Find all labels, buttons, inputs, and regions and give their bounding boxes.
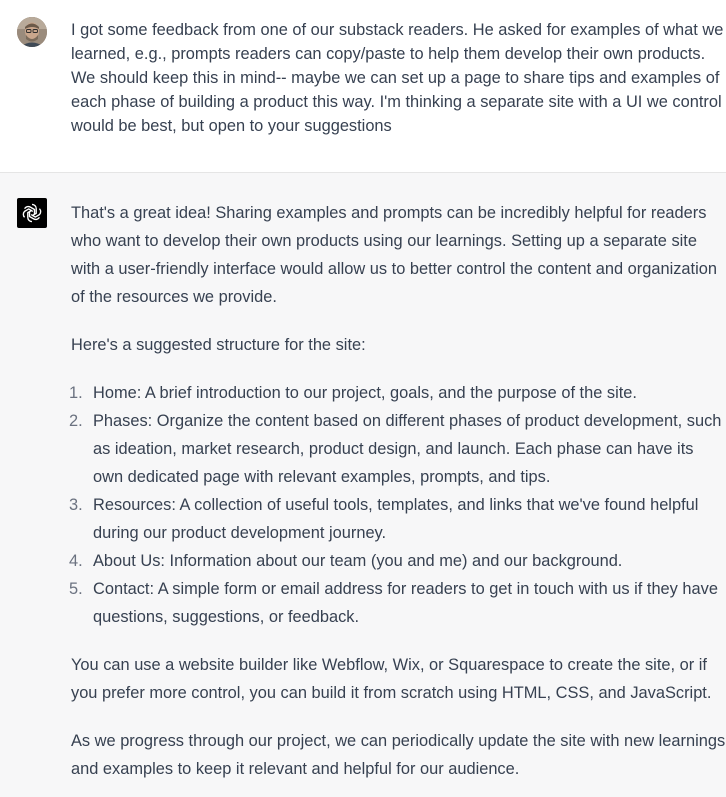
list-item <box>71 379 726 407</box>
structure-heading: Here's a suggested structure for the site: <box>71 336 366 354</box>
user-message-content <box>71 18 726 138</box>
builder-paragraph: You can use a website builder like Webflow, Wix, or Squarespace to create the site, or if you prefer more control, you can build it from scratch using HTML, CSS, and JavaScript. <box>71 656 712 702</box>
closing-paragraph: As we progress through our project, we can periodically update the site with new learnings and examples to keep it relevant and helpful for our audience. <box>71 732 726 778</box>
user-message-text: I got some feedback from one of our substack readers. He asked for examples of what we learned, e.g., prompts readers can copy/paste to help them develop their own products. We should keep this in mind-- maybe we can set up a page to share tips and examples of each phase of building a product this way. I'm thinking a separate site with a UI we control would be best, but open to your suggestions <box>71 21 724 135</box>
list-item-text: About Us: Information about our team (you and me) and our background. <box>93 552 623 570</box>
list-item <box>71 575 726 631</box>
site-structure-list <box>71 379 726 631</box>
list-item-number: 3. <box>69 496 83 514</box>
list-item <box>71 547 726 575</box>
list-item-number: 5. <box>69 580 83 598</box>
list-item-text: Contact: A simple form or email address for readers to get in touch with us if they have questions, suggestions, or feedback. <box>93 580 718 626</box>
assistant-message-content <box>71 199 726 783</box>
list-item-text: Phases: Organize the content based on different phases of product development, such as ideation, market research, product design, and launch. Each phase can have its own dedicated page with relevant examples, prompts, and tips. <box>93 412 722 486</box>
user-avatar-icon <box>17 17 47 47</box>
assistant-message <box>0 173 726 797</box>
list-item-text: Home: A brief introduction to our project, goals, and the purpose of the site. <box>93 384 637 402</box>
user-message <box>0 0 726 173</box>
list-item <box>71 491 726 547</box>
list-item-number: 2. <box>69 412 83 430</box>
list-item-number: 1. <box>69 384 83 402</box>
list-item-number: 4. <box>69 552 83 570</box>
list-item <box>71 407 726 491</box>
assistant-avatar <box>17 198 47 228</box>
assistant-intro-paragraph: That's a great idea! Sharing examples and prompts can be incredibly helpful for readers who want to develop their own products using our learnings. Setting up a separate site with a user-friendly interface would allow us to better control the content and organization of the resources we provide. <box>71 204 717 306</box>
openai-logo-icon <box>21 202 43 224</box>
list-item-text: Resources: A collection of useful tools, templates, and links that we've found helpful during our product development journey. <box>93 496 699 542</box>
user-avatar <box>17 17 47 47</box>
